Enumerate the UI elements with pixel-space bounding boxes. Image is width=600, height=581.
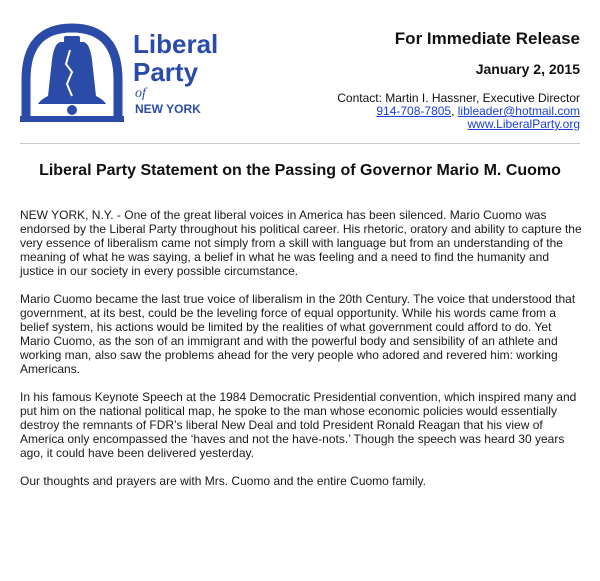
release-date: January 2, 2015 (475, 61, 580, 77)
logo-wordmark (125, 30, 218, 116)
contact-block (280, 92, 580, 131)
logo-liberal: Liberal (133, 29, 219, 59)
statement-title: Liberal Party Statement on the Passing of Governor Mario M. Cuomo (39, 162, 561, 179)
logo-new-york: NEW YORK (135, 102, 201, 116)
logo-party: Party (133, 57, 199, 87)
paragraph: NEW YORK, N.Y. - One of the great liberal voices in America has been silenced. Mario Cuomo was endorsed by the Liberal Party throughout his political career. His rhetoric, oratory and ability to capture the very essence of liberalism came not simply from a skill with language but from an understanding of the meaning of what he was saying, a belief in what he was feeling and a need to find the humanity and justice in our society in every possible circumstance. (20, 208, 582, 278)
paragraph: Mario Cuomo became the last true voice of liberalism in the 20th Century. The voice that understood that government, at its best, could be the leveling force of equal opportunity. While his words came from a belief system, his actions would be limited by the realities of what government could afford to do. Yet Mario Cuomo, as the son of an immigrant and with the powerful body and sensibility of an athlete and working man, also saw the problems ahead for the very people who adored and revered him: working Americans. (20, 292, 576, 376)
email-link[interactable]: libleader@hotmail.com (457, 104, 580, 118)
header-divider (20, 143, 580, 144)
paragraph: Our thoughts and prayers are with Mrs. Cuomo and the entire Cuomo family. (20, 474, 426, 488)
contact-separator: , (451, 104, 458, 118)
contact-name: Contact: Martin I. Hassner, Executive Director (337, 91, 580, 105)
paragraph: In his famous Keynote Speech at the 1984 Democratic Presidential convention, which inspired many and put him on the national political map, he spoke to the man whose economic policies would essentially destroy the remnants of FDR’s liberal New Deal and told President Ronald Reagan that his view of America only encompassed the ‘haves and not the have-nots.’ Though the speech was heard 30 years ago, it could have been delivered yesterday. (20, 390, 577, 460)
phone-link[interactable]: 914-708-7805 (376, 104, 452, 118)
release-label: For Immediate Release (394, 29, 580, 48)
release-header (280, 28, 580, 131)
statement-body (20, 208, 582, 502)
logo-of: of (135, 86, 146, 101)
liberty-bell-icon (20, 20, 124, 124)
website-link[interactable]: www.LiberalParty.org (467, 117, 580, 131)
party-logo (20, 20, 230, 132)
